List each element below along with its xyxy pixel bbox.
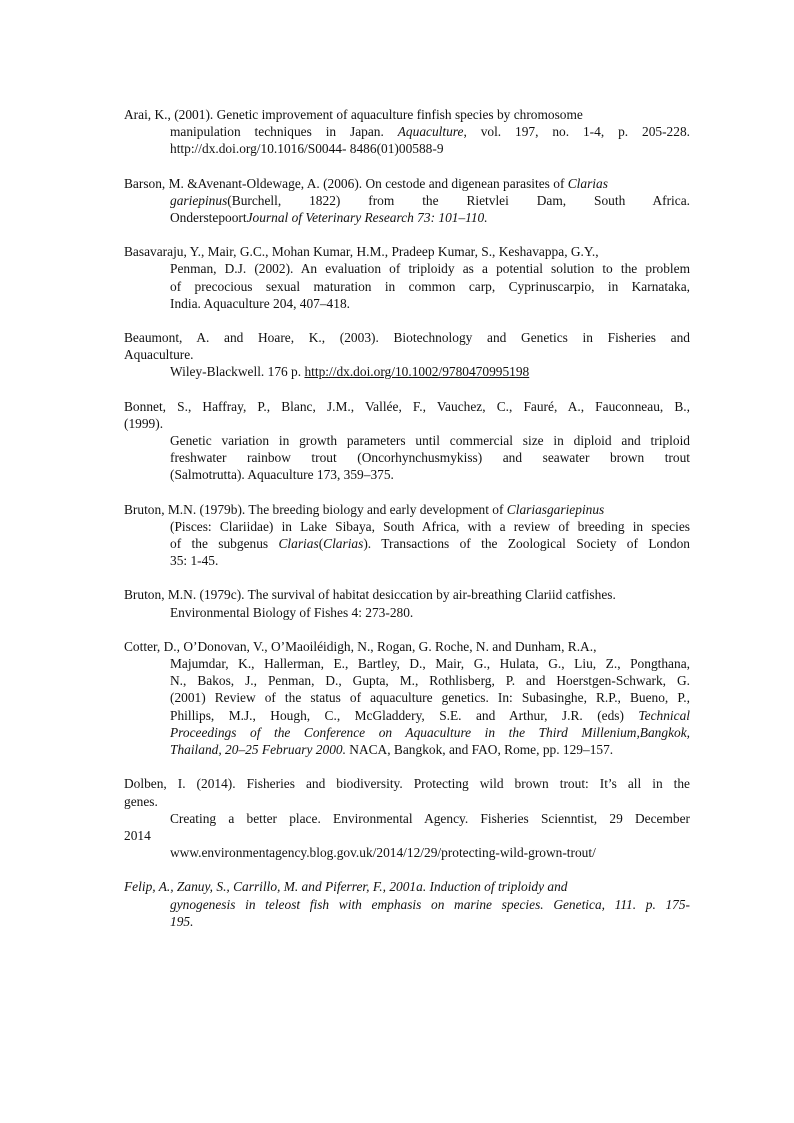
reference-line <box>124 741 690 758</box>
reference-text: Felip, A., Zanuy, S., Carrillo, M. and Piferrer, F., 2001a. Induction of triploidy and <box>124 879 568 895</box>
reference-line: Beaumont, A. and Hoare, K., (2003). Biotechnology and Genetics in Fisheries and <box>124 330 690 346</box>
reference-text: Clariasgariepinus <box>506 501 605 517</box>
reference-text: ( <box>318 536 324 552</box>
reference-link[interactable]: http://dx.doi.org/10.1002/9780470995198 <box>304 364 530 380</box>
reference-entry <box>124 586 690 620</box>
reference-entry <box>124 878 690 930</box>
reference-text: (Burchell, 1822) from the Rietvlei Dam, South Africa. <box>227 192 690 208</box>
reference-line: Majumdar, K., Hallerman, E., Bartley, D., Mair, G., Hulata, G., Liu, Z., Pongthana, <box>170 656 690 672</box>
reference-text: Bruton, M.N. (1979b). The breeding biology and early development of <box>124 501 507 517</box>
reference-line: 35: 1-45. <box>170 553 219 569</box>
reference-text: Journal of Veterinary Research 73: 101–110. <box>246 210 488 226</box>
reference-text: Wiley-Blackwell. 176 p. <box>170 364 305 380</box>
reference-line: Creating a better place. Environmental Agency. Fisheries Scienntist, 29 December <box>170 810 690 826</box>
reference-entry <box>124 243 690 312</box>
reference-line <box>124 913 690 930</box>
reference-entry <box>124 398 690 484</box>
reference-text: ). Transactions of the Zoological Society of London <box>363 536 690 552</box>
reference-entry <box>124 638 690 758</box>
reference-text: Barson, M. &Avenant-Oldewage, A. (2006). On cestode and digenean parasites of <box>124 175 568 191</box>
reference-line: N., Bakos, J., Penman, D., Gupta, M., Rothlisberg, P. and Hoerstgen-Schwark, G. <box>170 673 690 689</box>
reference-line: genes. <box>124 793 158 809</box>
reference-line <box>124 175 690 192</box>
reference-line <box>124 878 690 895</box>
reference-line: of precocious sexual maturation in common carp, Cyprinuscarpio, in Karnataka, <box>170 278 690 294</box>
reference-entry <box>124 501 690 570</box>
reference-entry <box>124 329 690 381</box>
reference-line: Bruton, M.N. (1979c). The survival of habitat desiccation by air-breathing Clariid catfishes. <box>124 587 616 603</box>
reference-line <box>124 209 690 226</box>
reference-text: Technical <box>638 707 690 723</box>
reference-line: Cotter, D., O’Donovan, V., O’Maoiléidigh, N., Rogan, G. Roche, N. and Dunham, R.A., <box>124 638 597 654</box>
reference-text: Clarias <box>323 536 364 552</box>
reference-text: Clarias <box>567 175 608 191</box>
reference-text: of the subgenus <box>170 536 279 552</box>
reference-line: Penman, D.J. (2002). An evaluation of triploidy as a potential solution to the problem <box>170 261 690 277</box>
reference-line: http://dx.doi.org/10.1016/S0044- 8486(01)00588-9 <box>170 141 444 157</box>
reference-line: 2014 <box>124 827 151 843</box>
reference-line <box>124 501 690 518</box>
reference-line <box>124 192 690 209</box>
reference-line: Environmental Biology of Fishes 4: 273-280. <box>170 604 414 620</box>
reference-line <box>124 123 690 140</box>
reference-text: NACA, Bangkok, and FAO, Rome, pp. 129–157. <box>345 742 614 758</box>
reference-line <box>124 535 690 552</box>
reference-line: India. Aquaculture 204, 407–418. <box>170 295 350 311</box>
reference-text: Phillips, M.J., Hough, C., McGladdery, S.E. and Arthur, J.R. (eds) <box>170 707 639 723</box>
reference-text: 195. <box>170 913 194 929</box>
reference-entry <box>124 775 690 861</box>
reference-line: freshwater rainbow trout (Oncorhynchusmykiss) and seawater brown trout <box>170 450 690 466</box>
reference-line: (1999). <box>124 415 164 431</box>
reference-line: Dolben, I. (2014). Fisheries and biodiversity. Protecting wild brown trout: It’s all in the <box>124 776 690 792</box>
reference-entry <box>124 175 690 227</box>
reference-line <box>124 724 690 741</box>
reference-text: , vol. 197, no. 1-4, p. 205-228. <box>463 124 690 140</box>
reference-line: Arai, K., (2001). Genetic improvement of aquaculture finfish species by chromosome <box>124 107 583 122</box>
reference-text: manipulation techniques in Japan. <box>170 124 398 140</box>
reference-text: Clarias <box>278 536 319 552</box>
reference-line: www.environmentagency.blog.gov.uk/2014/12/29/protecting-wild-grown-trout/ <box>170 845 596 861</box>
reference-line: Bonnet, S., Haffray, P., Blanc, J.M., Vallée, F., Vauchez, C., Fauré, A., Fauconneau, B., <box>124 398 690 414</box>
reference-line: (Salmotrutta). Aquaculture 173, 359–375. <box>170 467 394 483</box>
reference-line: (2001) Review of the status of aquaculture genetics. In: Subasinghe, R.P., Bueno, P., <box>170 690 690 706</box>
reference-text: Proceedings of the Conference on Aquaculture in the Third Millenium,Bangkok, <box>170 724 690 740</box>
reference-line <box>124 707 690 724</box>
reference-entry <box>124 106 690 158</box>
reference-text: gariepinus <box>170 192 228 208</box>
reference-line: Aquaculture. <box>124 347 194 363</box>
reference-line: Genetic variation in growth parameters until commercial size in diploid and triploid <box>170 433 690 449</box>
reference-line <box>124 896 690 913</box>
reference-line: Basavaraju, Y., Mair, G.C., Mohan Kumar, H.M., Pradeep Kumar, S., Keshavappa, G.Y., <box>124 244 599 260</box>
reference-text: gynogenesis in teleost fish with emphasis on marine species. Genetica, 111. p. 175- <box>170 896 690 912</box>
reference-line <box>124 363 690 380</box>
reference-text: Thailand, 20–25 February 2000. <box>170 742 346 758</box>
reference-text: Aquaculture <box>397 124 464 140</box>
reference-list <box>124 106 690 930</box>
reference-text: Onderstepoort <box>170 210 247 226</box>
reference-line: (Pisces: Clariidae) in Lake Sibaya, South Africa, with a review of breeding in species <box>170 518 690 534</box>
